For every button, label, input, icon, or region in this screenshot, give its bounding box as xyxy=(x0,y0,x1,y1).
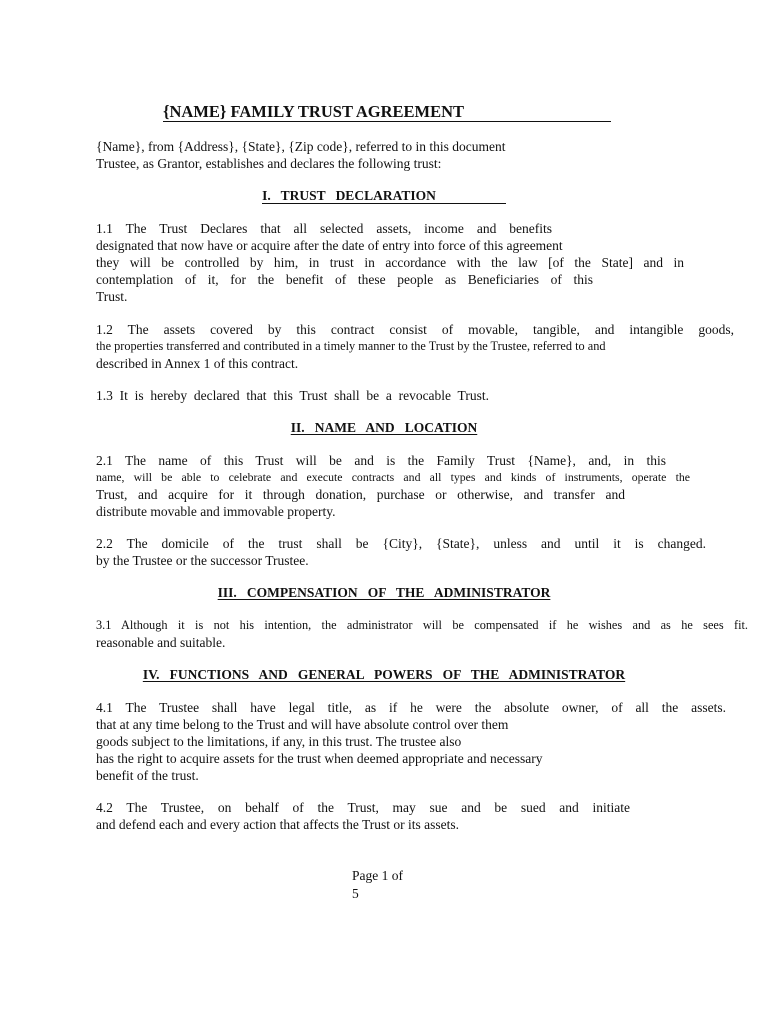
para-3-1-line-1: 3.1 Although it is not his intention, the administrator will be compensated if he wishes and as he sees fit. xyxy=(96,618,748,632)
para-1-1-line-3: they will be controlled by him, in trust in accordance with the law [of the State] and in xyxy=(96,255,684,270)
para-2-2-line-2: by the Trustee or the successor Trustee. xyxy=(96,553,309,568)
para-2-1-line-3: Trust, and acquire for it through donation, purchase or otherwise, and transfer and xyxy=(96,487,625,502)
para-2-1-line-2: name, will be able to celebrate and execute contracts and all types and kinds of instruments, operate the xyxy=(96,470,690,484)
para-4-1-line-3: goods subject to the limitations, if any, in this trust. The trustee also xyxy=(96,734,462,749)
section-4-heading-text: IV. FUNCTIONS AND GENERAL POWERS OF THE ADMINISTRATOR xyxy=(142,667,626,682)
section-4-heading xyxy=(0,666,768,683)
para-1-2-line-2: the properties transferred and contributed in a timely manner to the Trust by the Trustee, referred to and xyxy=(96,339,606,353)
para-4-1-line-5: benefit of the trust. xyxy=(96,768,199,783)
para-4-1-line-4: has the right to acquire assets for the trust when deemed appropriate and necessary xyxy=(96,751,543,766)
para-4-2-line-1: 4.2 The Trustee, on behalf of the Trust, may sue and be sued and initiate xyxy=(96,800,630,815)
page-number xyxy=(352,867,403,903)
para-2-2-line-1: 2.2 The domicile of the trust shall be {City}, {State}, unless and until it is changed. xyxy=(96,536,706,551)
para-4-1-line-1: 4.1 The Trustee shall have legal title, as if he were the absolute owner, of all the assets. xyxy=(96,700,726,715)
section-1-heading xyxy=(0,187,768,204)
intro-line-1: {Name}, from {Address}, {State}, {Zip code}, referred to in this document xyxy=(96,139,506,154)
section-3-heading xyxy=(0,584,768,601)
section-1-heading-text: I. TRUST DECLARATION xyxy=(262,188,506,204)
para-2-1-line-1: 2.1 The name of this Trust will be and is the Family Trust {Name}, and, in this xyxy=(96,453,666,468)
para-1-2-line-1: 1.2 The assets covered by this contract consist of movable, tangible, and intangible goods, xyxy=(96,322,734,337)
document-title: {NAME} FAMILY TRUST AGREEMENT xyxy=(163,102,611,122)
para-2-1-line-4: distribute movable and immovable property. xyxy=(96,504,336,519)
para-1-1-line-5: Trust. xyxy=(96,289,128,304)
para-4-2-line-2: and defend each and every action that affects the Trust or its assets. xyxy=(96,817,460,832)
para-1-2-line-3: described in Annex 1 of this contract. xyxy=(96,356,299,371)
para-1-1-line-4: contemplation of it, for the benefit of these people as Beneficiaries of this xyxy=(96,272,593,287)
intro-line-2: Trustee, as Grantor, establishes and declares the following trust: xyxy=(96,156,442,171)
page-number-line-2: 5 xyxy=(352,886,359,901)
section-3-heading-text: III. COMPENSATION OF THE ADMINISTRATOR xyxy=(217,585,551,600)
page-number-line-1: Page 1 of xyxy=(352,868,403,883)
para-4-1-line-2: that at any time belong to the Trust and will have absolute control over them xyxy=(96,717,509,732)
section-2-heading xyxy=(0,419,768,436)
para-1-1-line-2: designated that now have or acquire after the date of entry into force of this agreement xyxy=(96,238,563,253)
para-3-1-line-2: reasonable and suitable. xyxy=(96,635,226,650)
section-2-heading-text: II. NAME AND LOCATION xyxy=(290,420,478,435)
para-1-3: 1.3 It is hereby declared that this Trust shall be a revocable Trust. xyxy=(96,388,489,403)
para-1-1-line-1: 1.1 The Trust Declares that all selected assets, income and benefits xyxy=(96,221,552,236)
